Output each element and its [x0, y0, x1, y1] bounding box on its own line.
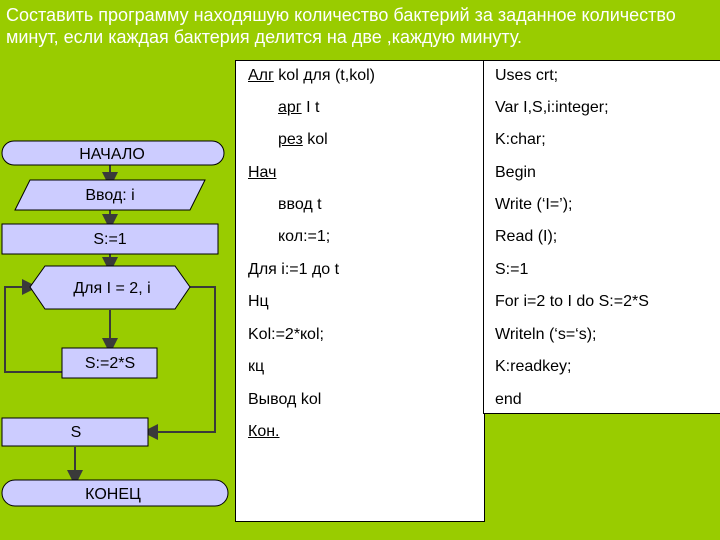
- pascal-line: For i=2 to I do S:=2*S: [495, 293, 649, 310]
- algorithm-result: [278, 131, 328, 149]
- pascal-line: Begin: [495, 164, 536, 181]
- pascal-line: K:char;: [495, 131, 546, 148]
- arg-keyword: арг: [278, 99, 302, 116]
- algorithm-panel: [235, 60, 485, 522]
- algorithm-input: ввод t: [278, 196, 322, 213]
- pascal-line: Writeln (‘s=‘s);: [495, 326, 597, 343]
- start-label: НАЧАЛО: [79, 146, 145, 163]
- algorithm-begin: Нач: [248, 164, 277, 181]
- res-rest: kol: [302, 131, 328, 148]
- task-title-line-2: минут, если каждая бактерия делится на две ,каждую минуту.: [6, 27, 523, 47]
- algorithm-finish: Кон.: [248, 423, 280, 440]
- algorithm-loop-end: кц: [248, 358, 265, 375]
- pascal-line: end: [495, 391, 522, 408]
- body-label: S:=2*S: [84, 355, 136, 372]
- algorithm-header: [248, 67, 375, 85]
- algorithm-loop: Для i:=1 до t: [248, 261, 340, 278]
- arg-rest: I t: [301, 99, 320, 116]
- algorithm-loop-start: Нц: [248, 293, 269, 310]
- algorithm-loop-body: Kol:=2*кol;: [248, 326, 324, 343]
- alg-header-rest: kol для (t,kol): [273, 67, 375, 84]
- algorithm-args: [278, 99, 319, 117]
- output-label: S: [70, 424, 82, 441]
- algorithm-output: Вывод kol: [248, 391, 322, 408]
- init-label: S:=1: [93, 231, 127, 248]
- pascal-line: S:=1: [495, 261, 529, 278]
- end-label: КОНЕЦ: [85, 486, 141, 503]
- task-title-line-1: Составить программу находяшую количество бактерий за заданное количество: [6, 5, 676, 25]
- pascal-line: Var I,S,i:integer;: [495, 99, 609, 116]
- pascal-line: K:readkey;: [495, 358, 572, 375]
- pascal-line: Read (I);: [495, 228, 558, 245]
- res-keyword: рез: [278, 131, 303, 148]
- loop-label: Для I = 2, i: [73, 280, 151, 297]
- algorithm-assign: кол:=1;: [278, 228, 331, 245]
- input-label: Ввод: i: [85, 187, 135, 204]
- alg-keyword: Алг: [248, 67, 274, 84]
- pascal-line: Uses crt;: [495, 67, 559, 84]
- pascal-line: Write (‘I=’);: [495, 196, 573, 213]
